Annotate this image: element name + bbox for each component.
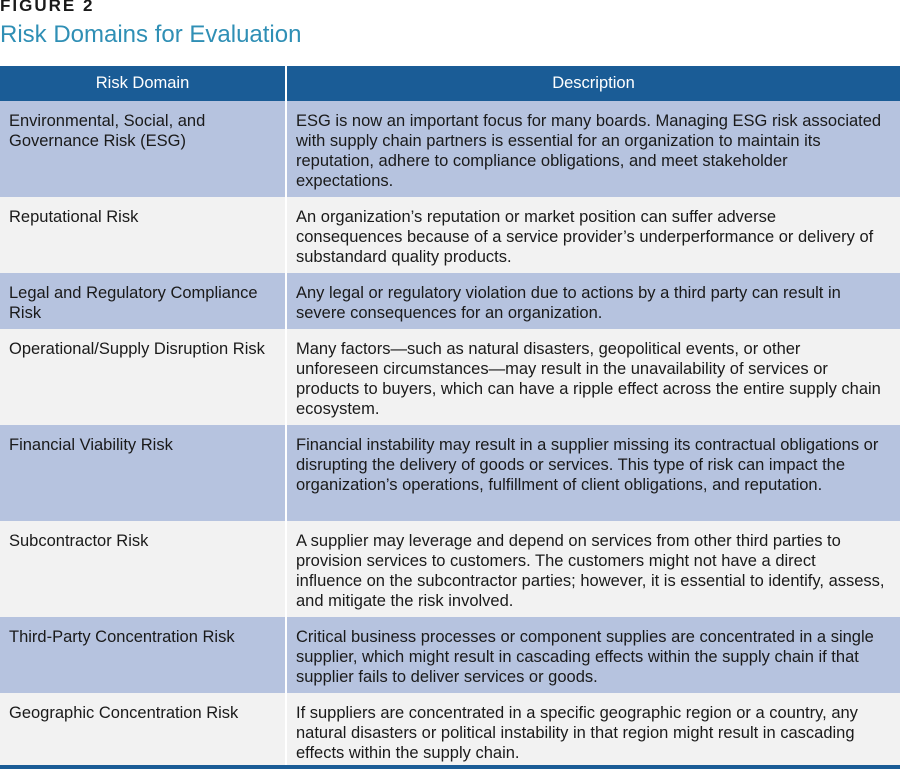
figure-title: Risk Domains for Evaluation: [0, 21, 302, 48]
risk-domain-cell: Reputational Risk: [0, 197, 286, 273]
description-cell: An organization’s reputation or market position can suffer adverse consequences because of a service provider’s underperformance or delivery of substandard quality products.: [286, 197, 900, 273]
table-row: [0, 693, 900, 769]
description-cell: A supplier may leverage and depend on services from other third parties to provision services to customers. The customers might not have a direct influence on the subcontractor parties; however, it is essential to identify, assess, and mitigate the risk involved.: [286, 521, 900, 617]
risk-domain-cell: Geographic Concentration Risk: [0, 693, 286, 769]
risk-domain-cell: Financial Viability Risk: [0, 425, 286, 521]
risk-domain-cell: Legal and Regulatory Compliance Risk: [0, 273, 286, 329]
risk-domain-cell: Third-Party Concentration Risk: [0, 617, 286, 693]
table-header: [0, 66, 900, 101]
risk-domain-cell: Environmental, Social, and Governance Risk (ESG): [0, 101, 286, 197]
risk-domain-cell: Subcontractor Risk: [0, 521, 286, 617]
header-description: Description: [286, 66, 900, 101]
risk-domain-cell: Operational/Supply Disruption Risk: [0, 329, 286, 425]
header-row: [0, 66, 900, 101]
risk-domains-table: [0, 66, 900, 769]
header-risk-domain: Risk Domain: [0, 66, 286, 101]
description-cell: If suppliers are concentrated in a specific geographic region or a country, any natural disasters or political instability in that region might result in cascading effects within the supply chain.: [286, 693, 900, 769]
table-row: [0, 273, 900, 329]
description-cell: Any legal or regulatory violation due to actions by a third party can result in severe consequences for an organization.: [286, 273, 900, 329]
description-cell: ESG is now an important focus for many boards. Managing ESG risk associated with supply chain partners is essential for an organization to maintain its reputation, adhere to compliance obligations, and meet stakeholder expectations.: [286, 101, 900, 197]
figure-label: FIGURE 2: [0, 0, 95, 15]
description-cell: Many factors—such as natural disasters, geopolitical events, or other unforeseen circumstances—may result in the unavailability of services or products to buyers, which can have a ripple effect across the entire supply chain ecosystem.: [286, 329, 900, 425]
description-cell: Critical business processes or component supplies are concentrated in a single supplier, which might result in cascading effects within the supply chain if that supplier fails to deliver services or goods.: [286, 617, 900, 693]
table-body: [0, 101, 900, 769]
table-bottom-rule: [0, 765, 900, 769]
table-row: [0, 101, 900, 197]
description-cell: Financial instability may result in a supplier missing its contractual obligations or disrupting the delivery of goods or services. This type of risk can impact the organization’s operations, fulfillment of client obligations, and reputation.: [286, 425, 900, 521]
table-row: [0, 425, 900, 521]
table-row: [0, 197, 900, 273]
table-row: [0, 521, 900, 617]
table-row: [0, 329, 900, 425]
table-row: [0, 617, 900, 693]
